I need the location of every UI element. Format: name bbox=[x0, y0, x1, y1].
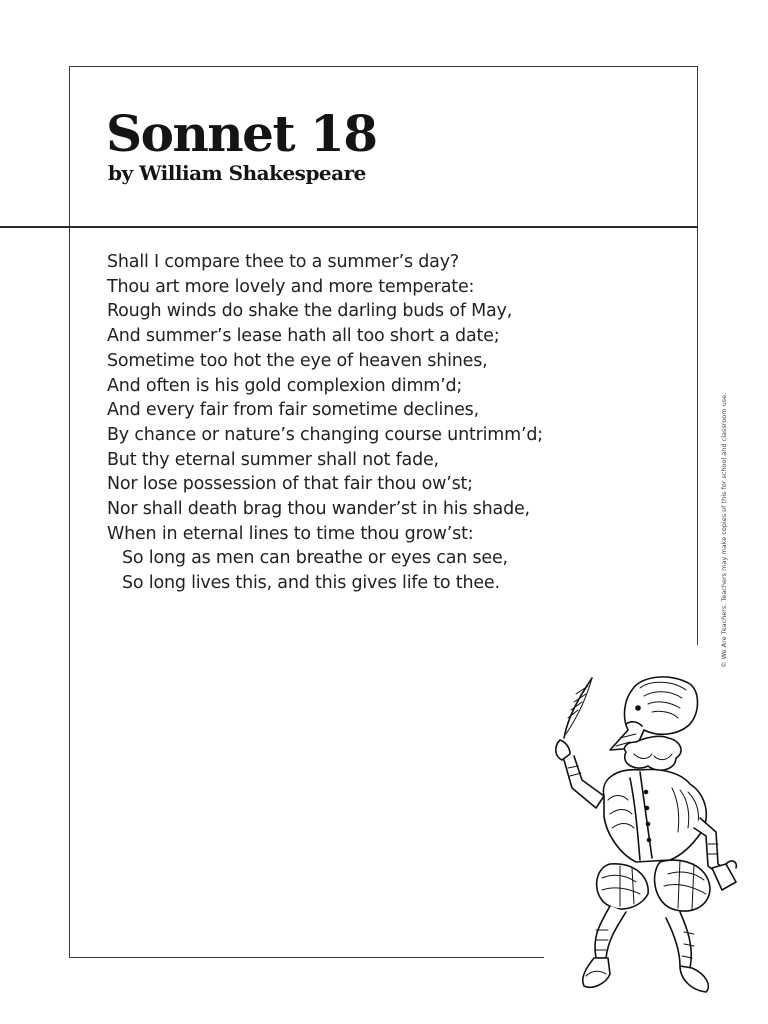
poem-line: And often is his gold complexion dimm’d; bbox=[107, 375, 463, 396]
poem-line: So long as men can breathe or eyes can see, bbox=[122, 548, 508, 569]
poem-line: So long lives this, and this gives life to thee. bbox=[122, 573, 500, 594]
poem-line: Nor shall death brag thou wander’st in his shade, bbox=[107, 499, 530, 520]
poem-line: And summer’s lease hath all too short a date; bbox=[107, 326, 500, 347]
poem-line: Rough winds do shake the darling buds of May, bbox=[107, 301, 513, 322]
poem-line: Thou art more lovely and more temperate: bbox=[107, 276, 475, 297]
copyright-notice: © We Are Teachers. Teachers may make copies of this for school and classroom use. bbox=[720, 392, 728, 668]
header-divider bbox=[0, 226, 698, 228]
poem-line: When in eternal lines to time thou grow’st: bbox=[107, 523, 474, 544]
poem-line: And every fair from fair sometime declines, bbox=[107, 400, 479, 421]
poem-line: Nor lose possession of that fair thou ow’st; bbox=[107, 474, 473, 495]
author-byline: by William Shakespeare bbox=[108, 161, 366, 185]
poem-line: By chance or nature’s changing course untrimm’d; bbox=[107, 424, 543, 445]
shakespeare-illustration-icon bbox=[540, 668, 768, 1008]
poem-line: But thy eternal summer shall not fade, bbox=[107, 449, 439, 470]
poem-line: Sometime too hot the eye of heaven shines, bbox=[107, 350, 488, 371]
poem-lines bbox=[107, 250, 543, 596]
poem-line: Shall I compare thee to a summer’s day? bbox=[107, 252, 459, 272]
page-title: Sonnet 18 bbox=[106, 104, 377, 163]
